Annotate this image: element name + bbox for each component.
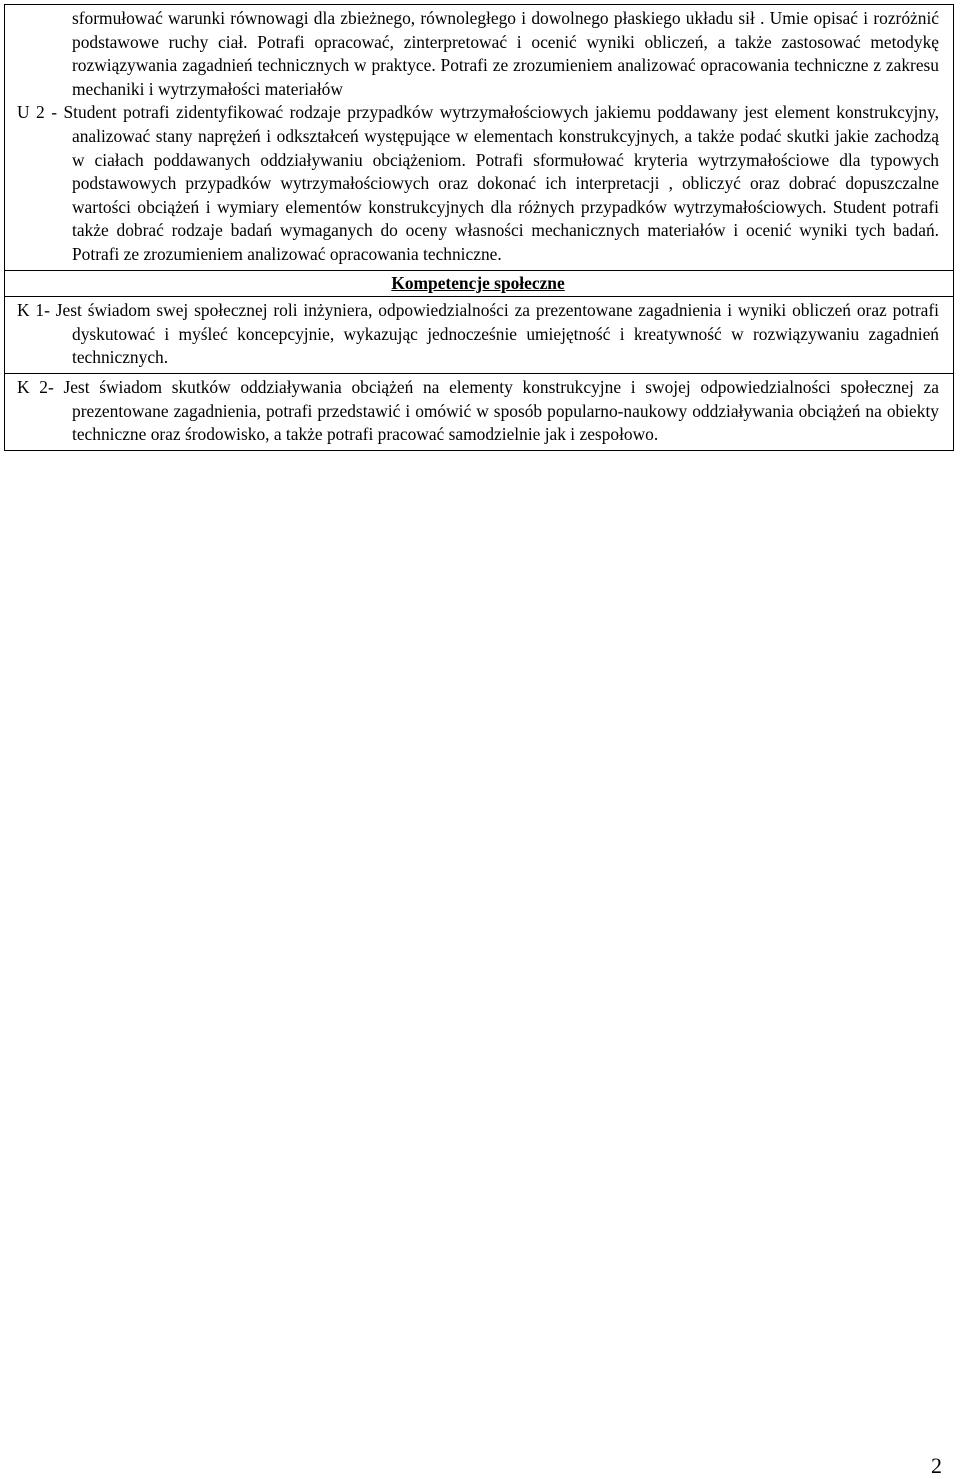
skills-continuation-text: sformułować warunki równowagi dla zbieżnego, równoległego i dowolnego płaskiego układu sił . Umie opisać i rozróżnić podstawowe ruchy ciał. Potrafi opracować, zinterpretować i ocenić wyniki obliczeń, a także zastosować metodykę rozwiązywania zagadnień technicznych w praktyce. Potrafi ze zrozumieniem analizować opracowania techniczne z zakresu mechaniki i wytrzymałości materiałów bbox=[72, 8, 939, 99]
skills-cell bbox=[5, 5, 954, 271]
competence-k1-text: K 1- Jest świadom swej społecznej roli inżyniera, odpowiedzialności za prezentowane zagadnienia i wyniki obliczeń oraz potrafi dyskutować i myśleć koncepcyjnie, wykazując jednocześnie umiejętność i kreatywność w rozwiązywaniu zagadnień technicznych. bbox=[17, 300, 939, 368]
social-competences-heading: Kompetencje społeczne bbox=[5, 270, 954, 297]
competence-k2-cell bbox=[5, 373, 954, 450]
competence-k1-row bbox=[5, 297, 954, 374]
learning-outcomes-table bbox=[4, 4, 954, 451]
competence-k2-row bbox=[5, 373, 954, 450]
competence-k2-text: K 2- Jest świadom skutków oddziaływania obciążeń na elementy konstrukcyjne i swojej odpowiedzialności społecznej za prezentowane zagadnienia, potrafi przedstawić i omówić w sposób popularno-naukowy oddziaływania obciążeń na obiekty techniczne oraz środowisko, a także potrafi pracować samodzielnie jak i zespołowo. bbox=[17, 376, 939, 445]
competence-k1-cell bbox=[5, 297, 954, 374]
skill-u2-text: U 2 - Student potrafi zidentyfikować rodzaje przypadków wytrzymałościowych jakiemu poddawany jest element konstrukcyjny, analizować stany naprężeń i odkształceń występujące w elementach konstrukcyjnych, a także podać skutki jakie zachodzą w ciałach poddawanych oddziaływaniu obciążeniom. Potrafi sformułować kryteria wytrzymałościowe dla typowych podstawowych przypadków wytrzymałościowych oraz dokonać ich interpretacji , obliczyć oraz dobrać dopuszczalne wartości obciążeń i wymiary elementów konstrukcyjnych dla różnych przypadków wytrzymałościowych. Student potrafi także dobrać rodzaje badań wymaganych do oceny własności mechanicznych materiałów i ocenić wyniki tych badań. Potrafi ze zrozumieniem analizować opracowania techniczne. bbox=[17, 102, 939, 264]
page-number: 2 bbox=[931, 1453, 942, 1478]
skills-row bbox=[5, 5, 954, 271]
social-competences-header-row bbox=[5, 270, 954, 297]
